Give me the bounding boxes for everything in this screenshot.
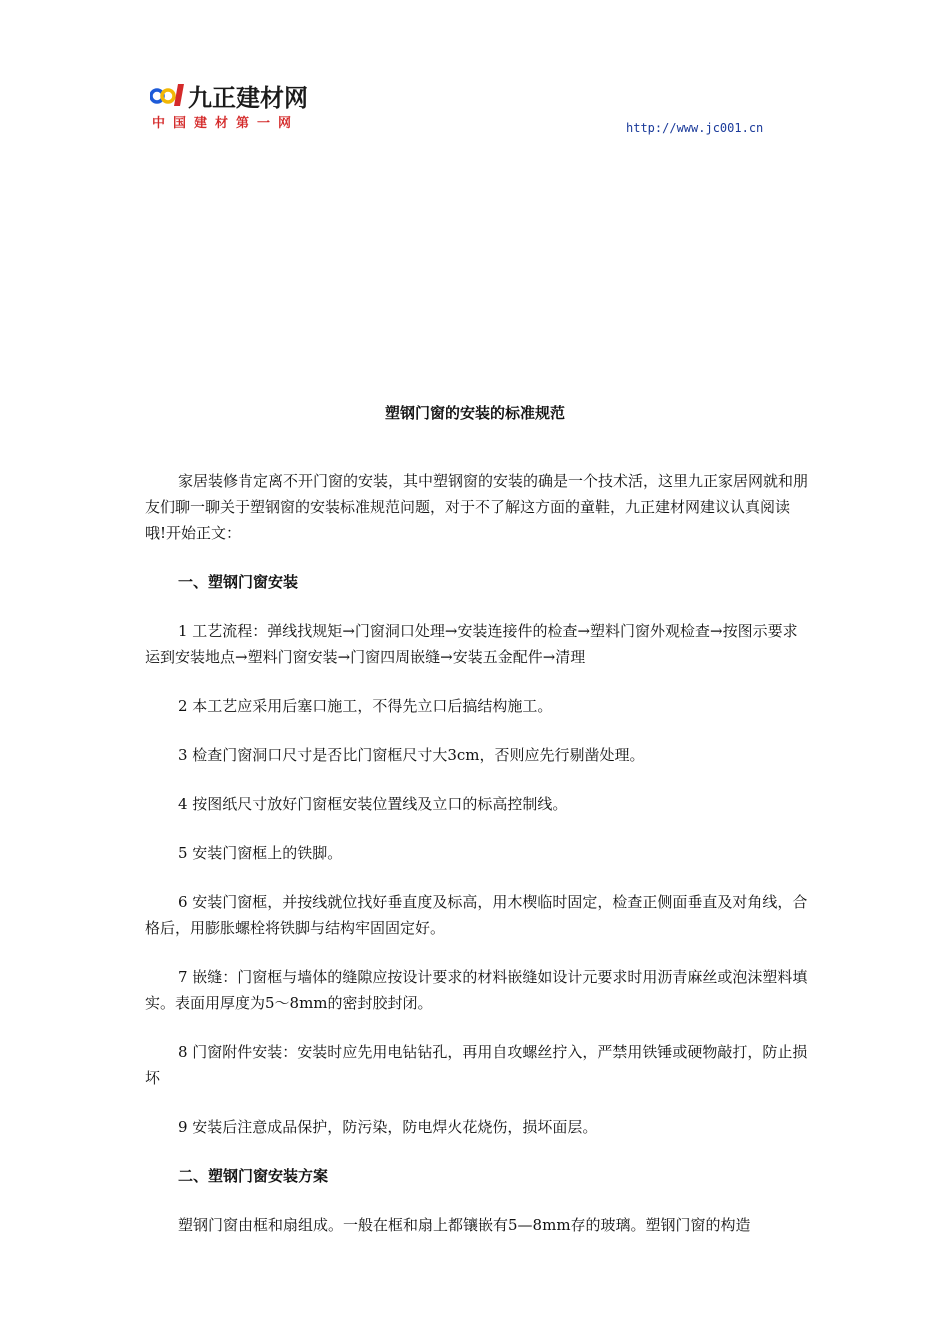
section-heading-2: 二、塑钢门窗安装方案 <box>178 1167 329 1185</box>
document-body <box>145 468 808 1261</box>
logo-mark-icon <box>150 82 186 108</box>
site-url-link[interactable]: http://www.jc001.cn <box>626 121 764 135</box>
section2-paragraph: 塑钢门窗由框和扇组成。一般在框和扇上都镶嵌有5—8mm存的玻璃。塑钢门窗的构造 <box>178 1216 751 1234</box>
list-item: 7 嵌缝：门窗框与墙体的缝隙应按设计要求的材料嵌缝如设计元要求时用沥青麻丝或泡沫塑料填实。表面用厚度为5～8mm的密封胶封闭。 <box>145 968 808 1012</box>
logo-title: 九正建材网 <box>188 84 308 112</box>
list-item: 9 安装后注意成品保护，防污染，防电焊火花烧伤，损坏面层。 <box>178 1118 598 1136</box>
list-item: 5 安装门窗框上的铁脚。 <box>178 844 343 862</box>
list-item: 6 安装门窗框，并按线就位找好垂直度及标高，用木楔临时固定，检查正侧面垂直及对角线，合格后，用膨胀螺栓将铁脚与结构牢固固定好。 <box>145 893 808 937</box>
section-heading-1: 一、塑钢门窗安装 <box>178 573 299 591</box>
list-item: 3 检查门窗洞口尺寸是否比门窗框尺寸大3cm，否则应先行剔凿处理。 <box>178 746 645 764</box>
intro-paragraph: 家居装修肯定离不开门窗的安装，其中塑钢窗的安装的确是一个技术活，这里九正家居网就和朋友们聊一聊关于塑钢窗的安装标准规范问题，对于不了解这方面的童鞋，九正建材网建议认真阅读哦!开始正文： <box>145 472 809 542</box>
list-item: 1 工艺流程：弹线找规矩→门窗洞口处理→安装连接件的检查→塑料门窗外观检查→按图示要求运到安装地点→塑料门窗安装→门窗四周嵌缝→安装五金配件→清理 <box>145 622 798 666</box>
document-title: 塑钢门窗的安装的标准规范 <box>384 404 565 422</box>
site-logo[interactable] <box>150 78 340 138</box>
logo-subtitle: 中国建材第一网 <box>152 116 300 131</box>
list-item: 2 本工艺应采用后塞口施工，不得先立口后搞结构施工。 <box>178 697 553 715</box>
list-item: 8 门窗附件安装：安装时应先用电钻钻孔，再用自攻螺丝拧入，严禁用铁锤或硬物敲打，防止损坏 <box>145 1043 808 1087</box>
list-item: 4 按图纸尺寸放好门窗框安装位置线及立口的标高控制线。 <box>178 795 568 813</box>
